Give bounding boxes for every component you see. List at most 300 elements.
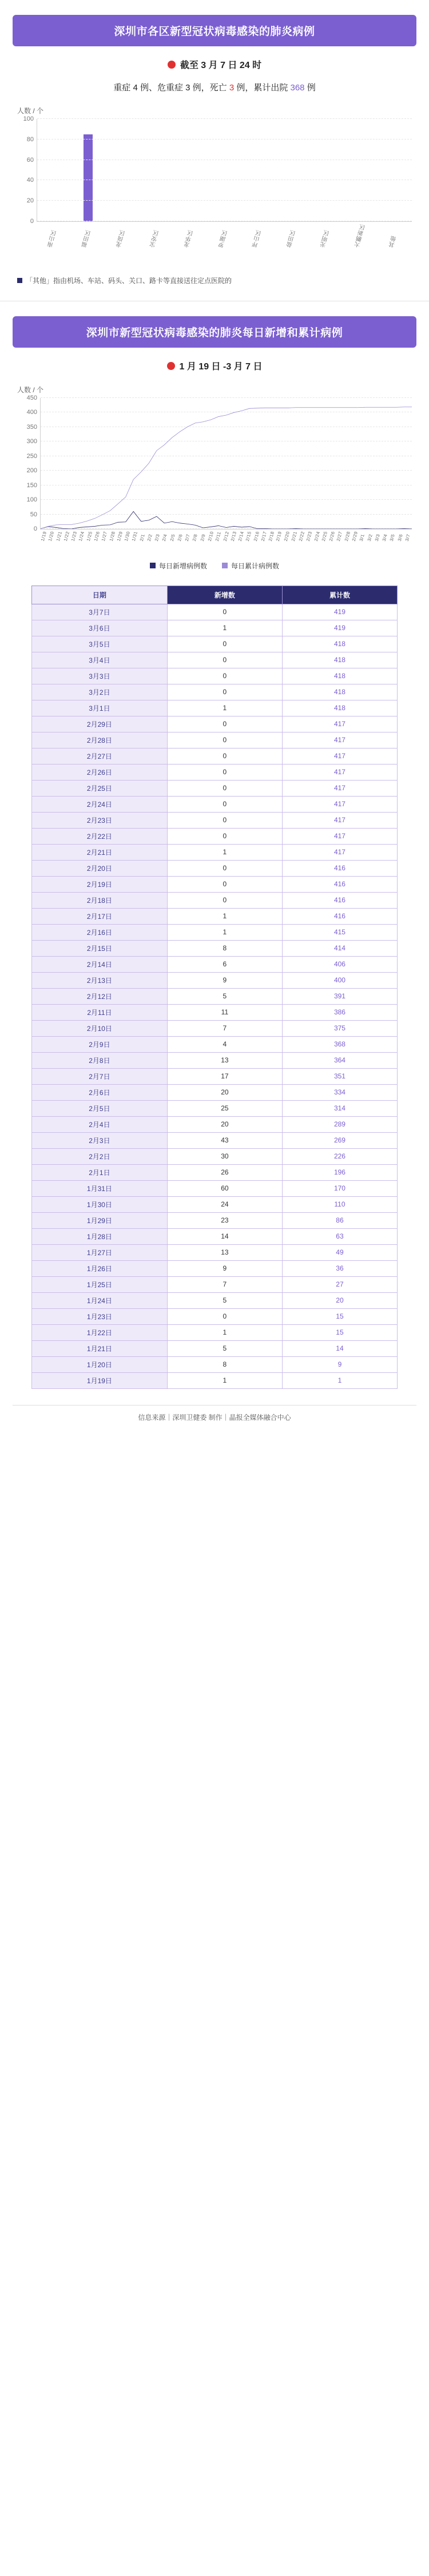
- chart1-x-label-cell: [275, 224, 309, 248]
- chart2-x-label: 2/19: [275, 531, 283, 542]
- table-cell-cumulative: 418: [282, 668, 397, 684]
- daily-cumulative-chart: [17, 385, 412, 571]
- section1-summary: [0, 81, 429, 93]
- chart1-gridline: [26, 136, 412, 143]
- table-cell-date: 1月26日: [32, 1260, 168, 1276]
- chart2-x-label-cell: [351, 531, 359, 542]
- chart2-x-label-cell: [78, 531, 85, 542]
- table-cell-date: 2月16日: [32, 924, 168, 940]
- chart1-y-axis-label: 人数 / 个: [17, 107, 44, 115]
- table-cell-new: 0: [167, 1308, 282, 1324]
- table-cell-date: 2月14日: [32, 956, 168, 972]
- chart2-x-label-cell: [328, 531, 336, 542]
- chart2-x-label: 2/1: [138, 533, 146, 542]
- chart2-x-label: 2/13: [229, 531, 237, 542]
- table-cell-new: 1: [167, 620, 282, 636]
- chart1-bar-cell: [140, 119, 174, 221]
- table-row: [32, 1020, 398, 1036]
- table-cell-date: 3月1日: [32, 700, 168, 716]
- table-row: [32, 1324, 398, 1340]
- chart2-x-label: 2/9: [199, 533, 206, 542]
- table-cell-cumulative: 49: [282, 1244, 397, 1260]
- chart2-x-label-cell: [200, 531, 207, 542]
- chart1-x-label: 龙岗区: [116, 229, 127, 249]
- section1-banner: [13, 15, 416, 46]
- case-table: [31, 586, 398, 1389]
- table-row: [32, 1036, 398, 1052]
- table-cell-date: 2月15日: [32, 940, 168, 956]
- chart2-x-label-cell: [321, 531, 328, 542]
- chart1-bar-cell: [344, 119, 378, 221]
- table-row: [32, 1260, 398, 1276]
- table-row: [32, 620, 398, 636]
- table-cell-new: 9: [167, 1260, 282, 1276]
- table-cell-cumulative: 170: [282, 1180, 397, 1196]
- chart2-y-tick: 350: [26, 423, 37, 431]
- chart1-x-label-cell: [105, 224, 139, 248]
- chart2-x-label: 3/4: [381, 533, 388, 542]
- table-cell-cumulative: 417: [282, 748, 397, 764]
- table-cell-date: 1月31日: [32, 1180, 168, 1196]
- chart2-x-label: 2/23: [305, 531, 313, 542]
- chart2-y-tick: 100: [26, 496, 37, 504]
- chart2-x-label: 1/30: [123, 531, 132, 542]
- chart2-y-axis-label: 人数 / 个: [17, 386, 44, 394]
- chart2-x-label-cell: [55, 531, 63, 542]
- chart2-x-label: 2/6: [176, 533, 184, 542]
- table-cell-date: 1月24日: [32, 1292, 168, 1308]
- chart2-x-label-cell: [63, 531, 70, 542]
- table-row: [32, 1132, 398, 1148]
- table-row: [32, 844, 398, 860]
- table-cell-date: 2月9日: [32, 1036, 168, 1052]
- table-row: [32, 924, 398, 940]
- district-bar-chart: [17, 106, 412, 248]
- footnote-text: 「其他」指由机场、车站、码头、关口、路卡等直接送往定点医院的: [26, 277, 232, 285]
- chart1-x-label-cell: [37, 224, 71, 248]
- chart2-x-label: 2/24: [313, 531, 321, 542]
- table-cell-new: 5: [167, 1292, 282, 1308]
- chart2-x-label: 2/18: [267, 531, 276, 542]
- chart2-series-line: [41, 407, 412, 529]
- chart2-x-label-cell: [359, 531, 366, 542]
- table-row: [32, 1068, 398, 1084]
- table-cell-date: 2月18日: [32, 892, 168, 908]
- table-row: [32, 652, 398, 668]
- table-cell-date: 2月19日: [32, 876, 168, 892]
- chart2-x-label: 1/29: [116, 531, 124, 542]
- chart2-y-tick: 300: [26, 438, 37, 445]
- chart2-x-label-cell: [86, 531, 93, 542]
- table-cell-cumulative: 269: [282, 1132, 397, 1148]
- table-cell-cumulative: 418: [282, 636, 397, 652]
- table-cell-new: 1: [167, 1372, 282, 1388]
- table-cell-cumulative: 375: [282, 1020, 397, 1036]
- table-cell-cumulative: 418: [282, 652, 397, 668]
- table-cell-cumulative: 419: [282, 604, 397, 620]
- table-cell-cumulative: 416: [282, 876, 397, 892]
- legend-label: 每日新增病例数: [158, 562, 207, 570]
- table-cell-cumulative: 63: [282, 1228, 397, 1244]
- chart1-bar-cell: [276, 119, 310, 221]
- chart2-x-label-cell: [268, 531, 275, 542]
- table-cell-new: 20: [167, 1116, 282, 1132]
- table-row: [32, 956, 398, 972]
- table-cell-new: 30: [167, 1148, 282, 1164]
- table-cell-date: 2月28日: [32, 732, 168, 748]
- table-cell-date: 2月25日: [32, 780, 168, 796]
- table-cell-date: 1月28日: [32, 1228, 168, 1244]
- table-cell-cumulative: 27: [282, 1276, 397, 1292]
- table-cell-new: 8: [167, 1356, 282, 1372]
- table-cell-new: 0: [167, 716, 282, 732]
- summary-deaths: 3: [229, 83, 235, 93]
- legend-swatch-icon: [150, 563, 156, 568]
- chart2-x-label: 2/11: [214, 531, 223, 542]
- red-dot-icon: [168, 61, 176, 69]
- chart2-x-label-cell: [404, 531, 412, 542]
- table-cell-date: 2月23日: [32, 812, 168, 828]
- table-row: [32, 828, 398, 844]
- table-cell-date: 2月26日: [32, 764, 168, 780]
- chart2-x-label: 2/8: [192, 533, 199, 542]
- chart1-bar-cell: [105, 119, 140, 221]
- table-cell-new: 0: [167, 604, 282, 620]
- table-cell-date: 2月27日: [32, 748, 168, 764]
- table-cell-cumulative: 418: [282, 684, 397, 700]
- chart2-x-label-cell: [124, 531, 131, 542]
- chart2-x-label: 2/14: [237, 531, 245, 542]
- table-cell-cumulative: 196: [282, 1164, 397, 1180]
- table-row: [32, 972, 398, 988]
- table-cell-cumulative: 364: [282, 1052, 397, 1068]
- chart1-x-label: 盐田区: [286, 229, 297, 249]
- table-cell-new: 7: [167, 1276, 282, 1292]
- table-cell-new: 25: [167, 1100, 282, 1116]
- table-row: [32, 1164, 398, 1180]
- table-cell-cumulative: 417: [282, 844, 397, 860]
- table-cell-new: 0: [167, 764, 282, 780]
- table-cell-date: 2月11日: [32, 1004, 168, 1020]
- chart2-x-label: 2/2: [146, 533, 153, 542]
- table-header-date: 日期: [32, 586, 168, 604]
- table-row: [32, 812, 398, 828]
- table-row: [32, 748, 398, 764]
- chart2-y-tick: 0: [33, 525, 37, 532]
- chart1-x-label: 宝安区: [149, 229, 161, 249]
- chart2-x-label-cell: [283, 531, 291, 542]
- table-row: [32, 940, 398, 956]
- table-cell-date: 3月2日: [32, 684, 168, 700]
- table-cell-cumulative: 417: [282, 764, 397, 780]
- chart2-x-label-cell: [374, 531, 382, 542]
- table-cell-cumulative: 368: [282, 1036, 397, 1052]
- table-row: [32, 796, 398, 812]
- table-cell-new: 24: [167, 1196, 282, 1212]
- chart2-y-tick: 50: [30, 511, 37, 518]
- chart1-bar-cell: [173, 119, 208, 221]
- table-cell-new: 0: [167, 780, 282, 796]
- table-cell-new: 0: [167, 876, 282, 892]
- chart2-x-label-cell: [116, 531, 124, 542]
- infographic-page: [0, 15, 429, 1437]
- chart2-plot-area: [26, 395, 412, 532]
- table-cell-new: 1: [167, 844, 282, 860]
- table-cell-date: 2月2日: [32, 1148, 168, 1164]
- table-cell-new: 0: [167, 732, 282, 748]
- chart1-y-tick: 0: [30, 218, 34, 225]
- chart1-x-label: 坪山区: [252, 229, 263, 249]
- table-cell-cumulative: 416: [282, 908, 397, 924]
- table-cell-date: 1月23日: [32, 1308, 168, 1324]
- chart2-x-label: 3/6: [396, 533, 404, 542]
- table-cell-cumulative: 417: [282, 732, 397, 748]
- table-row: [32, 780, 398, 796]
- chart1-x-label: 福田区: [81, 229, 93, 249]
- chart2-x-labels: [40, 531, 412, 542]
- table-cell-cumulative: 417: [282, 780, 397, 796]
- table-cell-date: 3月4日: [32, 652, 168, 668]
- table-row: [32, 908, 398, 924]
- table-cell-new: 13: [167, 1244, 282, 1260]
- table-cell-cumulative: 226: [282, 1148, 397, 1164]
- chart2-x-label: 2/16: [252, 531, 260, 542]
- chart2-x-label: 2/10: [206, 531, 215, 542]
- table-row: [32, 1180, 398, 1196]
- chart2-x-label: 1/28: [108, 531, 116, 542]
- table-cell-cumulative: 351: [282, 1068, 397, 1084]
- legend-label: 每日累计病例数: [231, 562, 280, 570]
- chart2-x-label-cell: [344, 531, 351, 542]
- chart1-x-label: 罗湖区: [218, 229, 229, 249]
- summary-discharged: 368: [290, 83, 305, 93]
- chart2-x-label-cell: [184, 531, 192, 542]
- chart2-x-label-cell: [336, 531, 343, 542]
- table-cell-new: 13: [167, 1052, 282, 1068]
- table-cell-new: 1: [167, 924, 282, 940]
- table-cell-date: 1月22日: [32, 1324, 168, 1340]
- table-cell-date: 2月29日: [32, 716, 168, 732]
- section2-dateline-text: 1 月 19 日 -3 月 7 日: [179, 362, 263, 372]
- chart2-x-label-cell: [108, 531, 116, 542]
- chart2-x-label-cell: [252, 531, 260, 542]
- chart2-x-label-cell: [169, 531, 177, 542]
- chart1-x-label-cell: [173, 224, 208, 248]
- section2-dateline: [0, 359, 429, 372]
- table-row: [32, 892, 398, 908]
- chart2-x-label: 2/22: [298, 531, 306, 542]
- table-cell-new: 11: [167, 1004, 282, 1020]
- table-cell-cumulative: 417: [282, 716, 397, 732]
- table-row: [32, 700, 398, 716]
- chart1-y-tick: 60: [26, 156, 34, 164]
- chart1-bar-cell: [241, 119, 276, 221]
- table-cell-new: 1: [167, 1324, 282, 1340]
- table-row: [32, 1196, 398, 1212]
- table-cell-cumulative: 86: [282, 1212, 397, 1228]
- chart2-x-label: 1/31: [131, 531, 139, 542]
- chart2-x-label-cell: [154, 531, 161, 542]
- table-row: [32, 1052, 398, 1068]
- chart2-x-label-cell: [291, 531, 298, 542]
- chart2-x-label-cell: [313, 531, 321, 542]
- table-cell-cumulative: 417: [282, 796, 397, 812]
- table-cell-cumulative: 14: [282, 1340, 397, 1356]
- table-cell-date: 1月29日: [32, 1212, 168, 1228]
- table-row: [32, 604, 398, 620]
- table-cell-new: 0: [167, 748, 282, 764]
- chart1-bar-cell: [378, 119, 412, 221]
- table-cell-new: 0: [167, 892, 282, 908]
- chart2-x-label-cell: [389, 531, 396, 542]
- table-cell-cumulative: 314: [282, 1100, 397, 1116]
- table-cell-cumulative: 1: [282, 1372, 397, 1388]
- footer-divider: [13, 1405, 416, 1406]
- table-row: [32, 1228, 398, 1244]
- chart2-x-label-cell: [366, 531, 374, 542]
- table-cell-cumulative: 36: [282, 1260, 397, 1276]
- chart2-x-label-cell: [237, 531, 245, 542]
- chart2-x-label-cell: [222, 531, 229, 542]
- table-cell-new: 0: [167, 668, 282, 684]
- chart1-x-label-cell: [378, 224, 412, 248]
- table-cell-new: 6: [167, 956, 282, 972]
- chart2-x-label: 1/21: [55, 531, 63, 542]
- chart2-x-label-cell: [146, 531, 154, 542]
- section2-title: 深圳市新型冠状病毒感染的肺炎每日新增和累计病例: [86, 327, 343, 339]
- chart2-x-label-cell: [40, 531, 47, 542]
- table-cell-date: 1月20日: [32, 1356, 168, 1372]
- chart2-x-label: 2/5: [169, 533, 176, 542]
- table-cell-cumulative: 20: [282, 1292, 397, 1308]
- chart2-x-label: 2/15: [245, 531, 253, 542]
- table-cell-date: 1月27日: [32, 1244, 168, 1260]
- table-row: [32, 1276, 398, 1292]
- chart1-gridline: [26, 197, 412, 205]
- table-cell-date: 2月3日: [32, 1132, 168, 1148]
- section2-banner: [13, 316, 416, 348]
- table-row: [32, 668, 398, 684]
- table-cell-new: 0: [167, 860, 282, 876]
- chart2-x-label-cell: [131, 531, 138, 542]
- chart1-bar-cell: [208, 119, 242, 221]
- red-dot-icon: [167, 362, 175, 370]
- chart2-x-label: 1/23: [70, 531, 78, 542]
- chart1-bar-cell: [72, 119, 106, 221]
- table-cell-date: 2月21日: [32, 844, 168, 860]
- table-row: [32, 1100, 398, 1116]
- table-header-cumulative: 累计数: [282, 586, 397, 604]
- chart1-x-label-cell: [344, 224, 378, 248]
- chart2-x-label-cell: [70, 531, 78, 542]
- table-row: [32, 1116, 398, 1132]
- table-cell-date: 3月6日: [32, 620, 168, 636]
- chart1-y-tick: 100: [23, 116, 34, 122]
- table-cell-cumulative: 110: [282, 1196, 397, 1212]
- table-cell-date: 2月12日: [32, 988, 168, 1004]
- table-cell-date: 2月10日: [32, 1020, 168, 1036]
- chart2-legend: [17, 561, 412, 571]
- chart2-x-label-cell: [101, 531, 108, 542]
- table-row: [32, 1308, 398, 1324]
- summary-suffix: 例: [304, 83, 316, 93]
- chart2-y-tick: 200: [26, 467, 37, 475]
- table-row: [32, 1372, 398, 1388]
- chart1-plot-area: [23, 116, 412, 225]
- table-cell-cumulative: 417: [282, 828, 397, 844]
- chart2-x-label-cell: [192, 531, 199, 542]
- section1-title: 深圳市各区新型冠状病毒感染的肺炎病例: [114, 26, 315, 38]
- table-cell-date: 2月17日: [32, 908, 168, 924]
- table-cell-cumulative: 15: [282, 1324, 397, 1340]
- chart2-y-tick: 250: [26, 452, 37, 460]
- chart2-x-label-cell: [305, 531, 313, 542]
- table-cell-new: 43: [167, 1132, 282, 1148]
- table-row: [32, 1004, 398, 1020]
- table-cell-new: 4: [167, 1036, 282, 1052]
- chart1-x-label-cell: [207, 224, 241, 248]
- table-row: [32, 1356, 398, 1372]
- chart2-series-svg: [41, 398, 412, 529]
- table-cell-new: 14: [167, 1228, 282, 1244]
- table-cell-new: 26: [167, 1164, 282, 1180]
- chart1-y-tick: 80: [26, 136, 34, 143]
- table-cell-cumulative: 416: [282, 892, 397, 908]
- chart2-series-line: [41, 511, 412, 529]
- chart2-x-label-cell: [230, 531, 237, 542]
- table-row: [32, 1212, 398, 1228]
- chart2-x-label: 3/5: [389, 533, 396, 542]
- chart2-x-label: 2/12: [222, 531, 230, 542]
- chart1-x-label: 南山区: [47, 229, 58, 249]
- table-cell-new: 1: [167, 700, 282, 716]
- chart2-x-label: 3/2: [366, 533, 374, 542]
- square-bullet-icon: [17, 278, 22, 283]
- chart2-x-label: 3/7: [404, 533, 411, 542]
- table-row: [32, 860, 398, 876]
- table-cell-date: 1月21日: [32, 1340, 168, 1356]
- summary-mid: 例，累计出院: [234, 83, 291, 93]
- table-cell-date: 1月19日: [32, 1372, 168, 1388]
- chart2-x-label-cell: [47, 531, 55, 542]
- table-header-row: [32, 586, 398, 604]
- chart2-x-label-cell: [382, 531, 389, 542]
- chart2-x-label-cell: [275, 531, 283, 542]
- table-row: [32, 988, 398, 1004]
- table-cell-date: 3月3日: [32, 668, 168, 684]
- summary-prefix: 重症 4 例、危重症 3 例，死亡: [113, 83, 229, 93]
- table-cell-date: 2月1日: [32, 1164, 168, 1180]
- table-header-new: 新增数: [167, 586, 282, 604]
- table-row: [32, 876, 398, 892]
- table-cell-new: 0: [167, 652, 282, 668]
- chart2-x-label: 2/29: [351, 531, 359, 542]
- table-cell-date: 3月7日: [32, 604, 168, 620]
- chart2-x-label-cell: [177, 531, 184, 542]
- table-row: [32, 1084, 398, 1100]
- chart2-x-label: 3/1: [359, 533, 366, 542]
- chart2-x-label-cell: [161, 531, 169, 542]
- table-row: [32, 764, 398, 780]
- section1-dateline: [0, 58, 429, 71]
- chart2-x-label: 1/25: [85, 531, 93, 542]
- table-cell-new: 23: [167, 1212, 282, 1228]
- table-cell-date: 1月25日: [32, 1276, 168, 1292]
- table-row: [32, 1244, 398, 1260]
- table-cell-cumulative: 414: [282, 940, 397, 956]
- table-cell-cumulative: 391: [282, 988, 397, 1004]
- table-cell-new: 0: [167, 828, 282, 844]
